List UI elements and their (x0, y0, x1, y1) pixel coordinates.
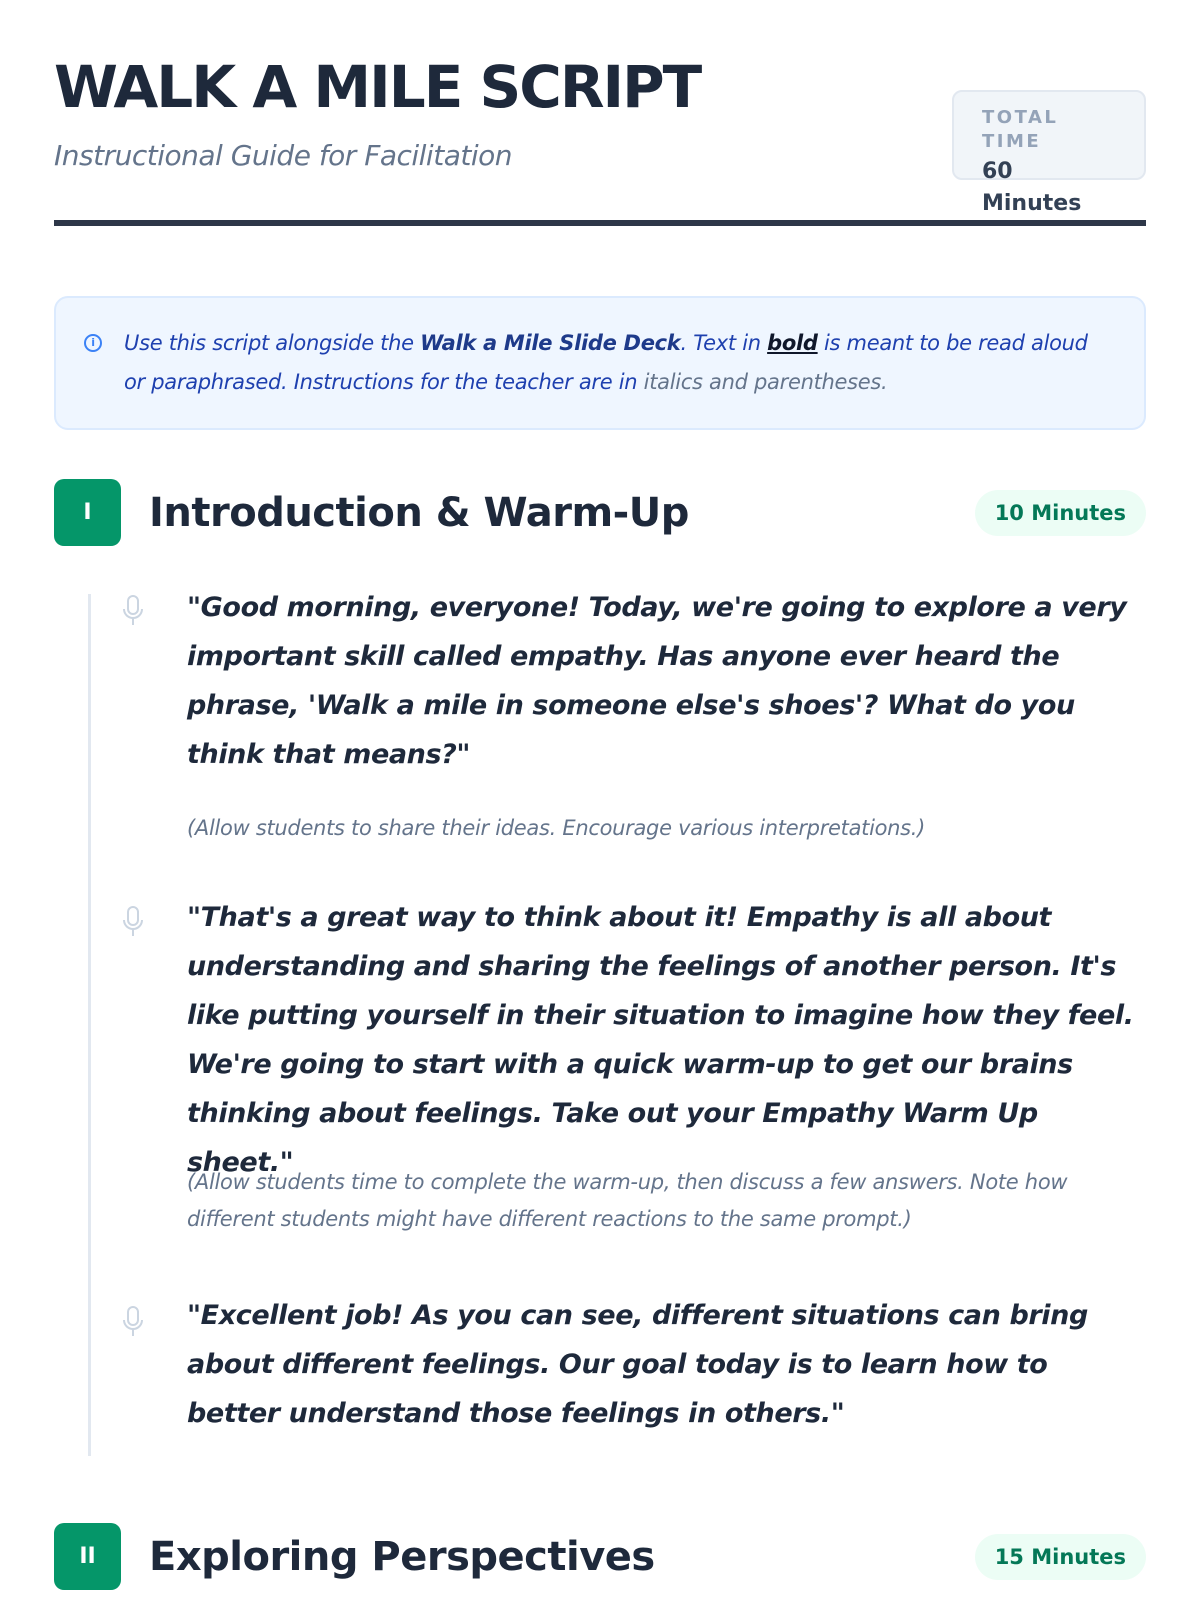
microphone-icon (121, 1305, 145, 1339)
teacher-note: (Allow students time to complete the warm-up, then discuss a few answers. Note how different students might have different reactions to the same prompt.) (187, 1170, 1068, 1231)
section-duration-badge: 15 Minutes (975, 1534, 1146, 1580)
total-time-badge (952, 90, 1146, 216)
section-title: Exploring Perspectives (149, 1534, 655, 1580)
section-title: Introduction & Warm-Up (149, 490, 689, 536)
section-duration-badge: 10 Minutes (975, 490, 1146, 536)
section-header-exploring-perspectives (54, 1523, 1146, 1589)
section-numeral: I (54, 479, 121, 546)
header-divider (54, 220, 1146, 226)
info-text-1: Use this script alongside the (124, 331, 421, 355)
total-time-value: 60 Minutes (982, 159, 1082, 216)
slide-deck-name: Walk a Mile Slide Deck (420, 331, 681, 355)
teacher-note: (Allow students to share their ideas. Encourage various interpretations.) (187, 816, 926, 840)
page-header (54, 52, 1146, 228)
microphone-icon (121, 594, 145, 628)
script-speech: "That's a great way to think about it! Empathy is all about understanding and sharing the feelings of another person. It's like putting yourself in their situation to imagine how they feel. We're going to start with a quick warm-up to get our brains thinking about feelings. Take out your Empathy Warm Up sheet." (187, 902, 1134, 1178)
italics-example: italics and parentheses. (643, 370, 888, 394)
total-time-label: TOTAL TIME (982, 107, 1059, 152)
page-subtitle: Instructional Guide for Facilitation (54, 139, 512, 172)
section-script-block (88, 594, 1148, 1456)
microphone-icon (121, 905, 145, 939)
info-callout (54, 296, 1146, 430)
section-numeral: II (54, 1523, 121, 1590)
section-header-introduction (54, 479, 1146, 545)
info-text-3: is meant to be read aloud or paraphrased. Instructions for the teacher are in (124, 331, 1088, 394)
page-title: WALK A MILE SCRIPT (54, 53, 701, 121)
script-speech: "Good morning, everyone! Today, we're going to explore a very important skill called empathy. Has anyone ever heard the phrase, 'Walk a mile in someone else's shoes'? What do you think that means?" (187, 592, 1127, 770)
info-text-2: . Text in (680, 331, 768, 355)
script-speech: "Excellent job! As you can see, different situations can bring about different feelings. Our goal today is to learn how to better understand those feelings in others." (187, 1300, 1088, 1429)
bold-example: bold (767, 331, 818, 355)
info-icon: i (84, 334, 102, 352)
